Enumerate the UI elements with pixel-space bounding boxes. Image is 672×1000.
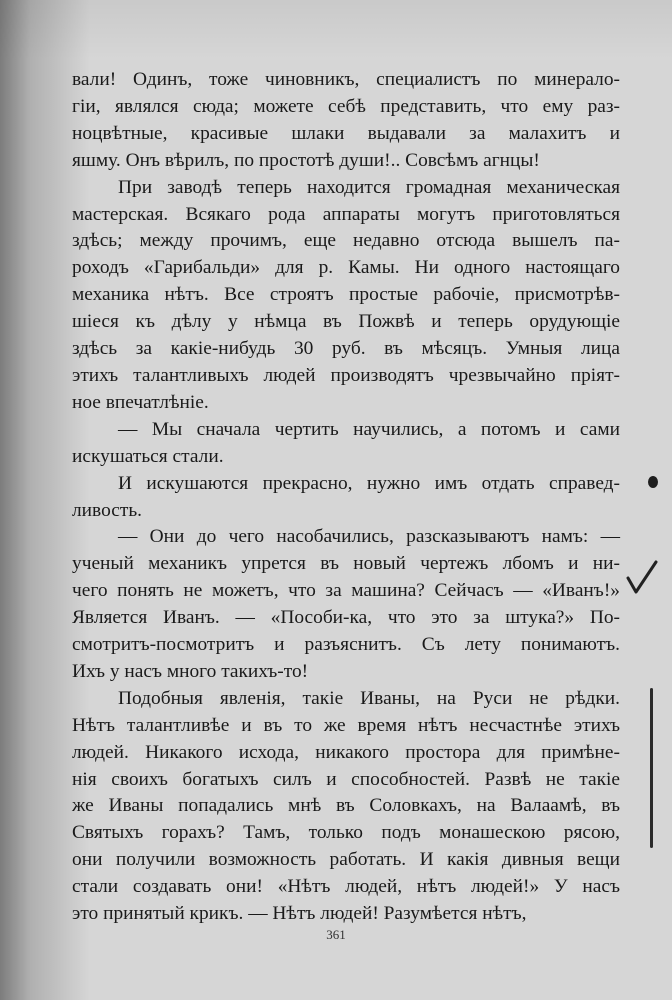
text-line: ноцвѣтные, красивые шлаки выдавали за малахитъ и	[72, 122, 620, 144]
page-text	[72, 67, 620, 928]
text-line: Ихъ у насъ много такихъ-то!	[72, 660, 309, 682]
text-line: чего понять не можетъ, что за машина? Сейчасъ — «Иванъ!»	[72, 580, 620, 602]
text-line: здѣсь; между прочимъ, еще недавно отсюда вышелъ па-	[72, 230, 620, 252]
paragraph-2	[72, 175, 620, 417]
text-line: это принятый крикъ. — Нѣтъ людей! Разумѣется нѣтъ,	[72, 903, 527, 925]
text-line: искушаться стали.	[72, 445, 224, 467]
text-line: людей. Никакого исхода, никакого простора для примѣне-	[72, 741, 620, 763]
text-line: вали! Одинъ, тоже чиновникъ, специалистъ по минерало-	[72, 69, 620, 90]
text-line: ливость.	[72, 499, 143, 521]
text-line: они получили возможность работать. И какія дивныя вещи	[72, 849, 620, 871]
paragraph-1	[72, 67, 620, 175]
text-line: мастерская. Всякаго рода аппараты могутъ приготовляться	[72, 203, 620, 225]
text-line: При заводѣ теперь находится громадная механическая	[118, 176, 620, 198]
text-line: — Мы сначала чертить научились, а потомъ и сами	[118, 418, 620, 440]
text-line: роходъ «Гарибальди» для р. Камы. Ни одного настоящаго	[72, 257, 620, 279]
text-line: смотритъ-посмотритъ и разъяснитъ. Съ лету понимаютъ.	[72, 634, 620, 656]
text-line: гіи, являлся сюда; можете себѣ представить, что ему раз-	[72, 95, 620, 117]
text-line: здѣсь за какіе-нибудь 30 руб. въ мѣсяцъ. Умныя лица	[72, 338, 620, 360]
paragraph-4	[72, 471, 620, 525]
text-line: Нѣтъ талантливѣе и въ то же время нѣтъ несчастнѣе этихъ	[72, 714, 620, 736]
text-line: — Они до чего насобачились, разсказываютъ намъ: —	[118, 526, 620, 548]
page-number: 361	[326, 927, 346, 942]
text-line: шіеся къ дѣлу у нѣмца въ Пожвѣ и теперь орудующіе	[72, 311, 620, 333]
checkmark-icon	[624, 560, 660, 596]
paragraph-5	[72, 524, 620, 685]
text-line: стали создавать они! «Нѣтъ людей, нѣтъ людей!» У насъ	[72, 876, 620, 898]
paragraph-6	[72, 686, 620, 928]
text-line: Является Иванъ. — «Пособи-ка, что это за штука?» По-	[72, 607, 620, 629]
text-line: И искушаются прекрасно, нужно имъ отдать справед-	[118, 472, 620, 494]
text-line: Святыхъ горахъ? Тамъ, только подъ монашескою рясою,	[72, 822, 620, 844]
text-line: ное впечатлѣніе.	[72, 391, 209, 413]
text-line: яшму. Онъ вѣрилъ, по простотѣ души!.. Совсѣмъ агнцы!	[72, 149, 540, 171]
text-line: механика нѣтъ. Все строятъ простые рабочіе, присмотрѣв-	[72, 284, 620, 306]
text-line: этихъ талантливыхъ людей производятъ чрезвычайно пріят-	[72, 364, 620, 386]
paragraph-3	[72, 417, 620, 471]
text-line: Подобныя явленія, такіе Иваны, на Руси не рѣдки.	[118, 687, 620, 709]
text-line: нія своихъ богатыхъ силъ и способностей. Развѣ не такіе	[72, 768, 620, 790]
text-line: ученый механикъ упрется въ новый чертежъ лбомъ и ни-	[72, 553, 620, 575]
margin-line-mark	[650, 688, 653, 848]
text-line: же Иваны попадались мнѣ въ Соловкахъ, на Валаамѣ, въ	[72, 795, 620, 817]
ink-blot-mark	[648, 476, 658, 488]
